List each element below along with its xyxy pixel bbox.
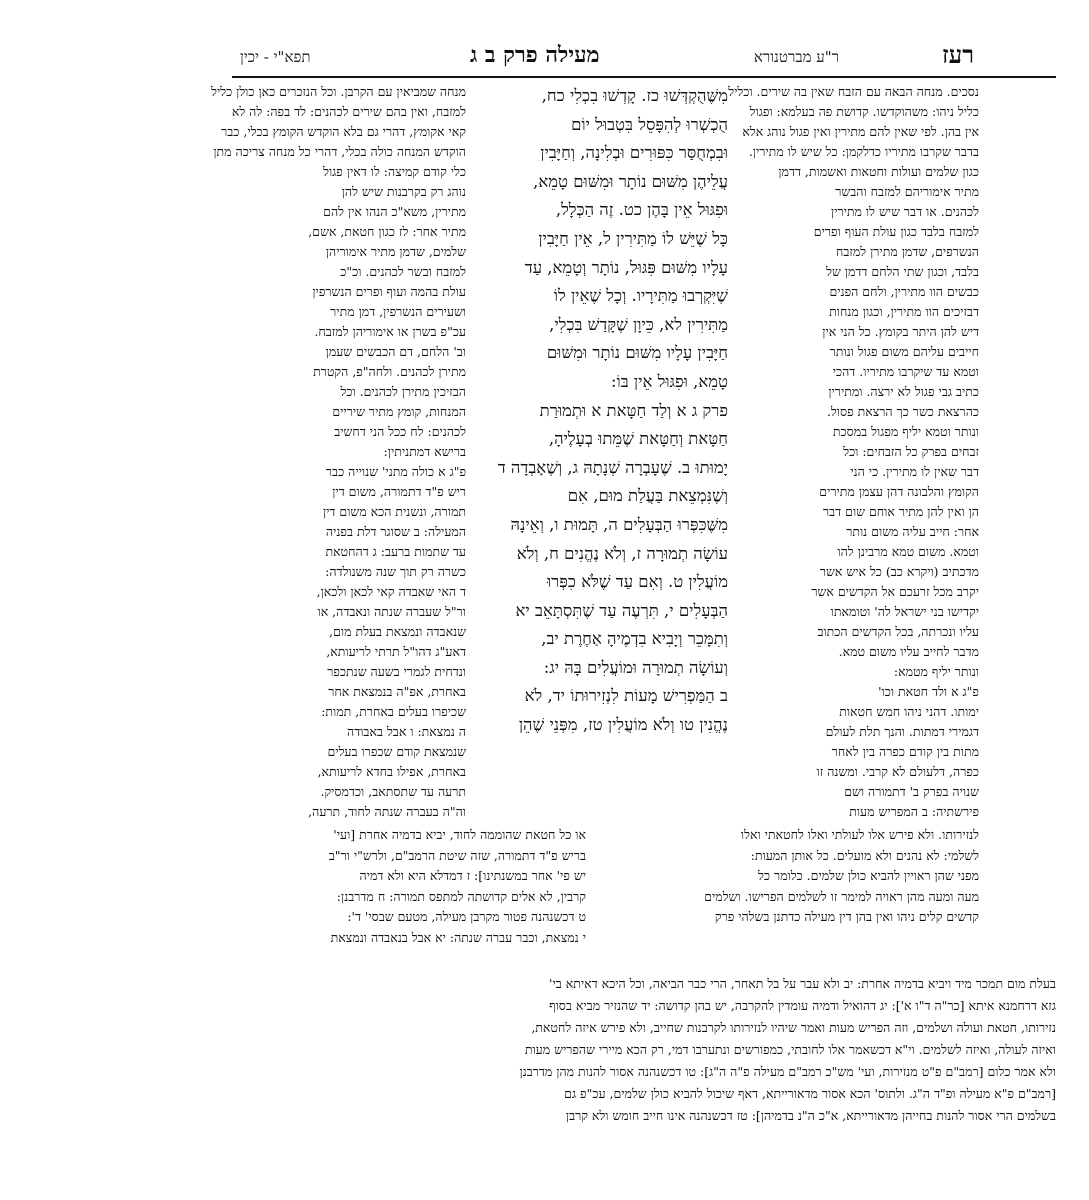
footnote-line: גזא דרחמנא איתא [כר"ה ד"ו א']: יג דהואיל ודמיה עומדין להקרבה, יש בהן קדושה: יד שהנזיר מביא בסוף xyxy=(549,998,1056,1013)
commentary-line: לשלמי: לא נהנים ולא מועלים. כל אותן המעות: xyxy=(750,847,979,863)
footnote-line: נזירותו, חטאת ועולה ושלמים, וזה הפריש מעות ואמר שיהיו לנזירותו לקרבנות שחייב, ולא פירש איזה לחטאת, xyxy=(531,1020,1056,1035)
commentary-line: כלי קודם קמיצה: לו דאין פגול xyxy=(323,164,466,179)
mishnah-line: מוֹעֲלִין ט. וְאִם עַד שֶׁלֹּא כִפְּרוּ xyxy=(546,572,728,592)
mishnah-line: מַתִּירִין לא, כֵּיוָן שֶׁקָּדַשׁ בִּכְלִי, xyxy=(549,314,728,334)
commentary-line: פ"ג א כולה מתני' שנוייה כבר xyxy=(325,464,466,479)
commentary-line: תמורה, ונשנית הכא משום דין xyxy=(322,504,466,519)
commentary-line: ונדחית לגמרי בשעה שנתכפר xyxy=(327,664,466,679)
commentary-line: דגמירי דמתות. והנך תלת לעולם xyxy=(825,724,979,739)
commentary-line: כפרה, דלעולם לא קרבי. ומשנה זו xyxy=(816,764,979,779)
commentary-line: וה"ה בעברה שנתה לחוד, תרעה, xyxy=(308,804,466,819)
mishnah-line: הֻכְשְׁרוּ לְהִפָּסֵל בִּטְבוּל יוֹם xyxy=(571,114,728,134)
footnote-line: [רמב"ם פ"א מעילה ופ"ד ה"ג. ולתוס' הכא אסור מדאורייתא, דאף שיכול להביא כולן שלמים, עכ"פ גם xyxy=(564,1086,1056,1101)
mishnah-line: חַטָּאת וְחַטָּאת שֶׁמֵּתוּ בְעָלֶיהָ, xyxy=(548,429,728,449)
commentary-line: באחרת, אפילו בחדא לריעותא, xyxy=(317,764,466,779)
commentary-line: ד האי שאבדה קאי לכאן ולכאן, xyxy=(316,584,466,599)
commentary-line: ט דכשנהנה פטור מקרבן מעילה, מטעם שבסי' ד': xyxy=(347,909,586,924)
commentary-line: ברישא דמתניתין: xyxy=(383,444,466,459)
commentary-line: כבשים הוו מתירין, ולחם הפנים xyxy=(829,284,979,299)
mishnah-line: מִשֶּׁכִּפְּרוּ הַבְּעָלִים ה, תָּמוּת ו, וְאֵינָהּ xyxy=(510,514,728,534)
commentary-line: פירשתיה: ב המפריש מעות xyxy=(849,804,979,819)
mishnah-line: עֲלֵיהֶן מִשּׁוּם נוֹתָר וּמִשּׁוּם טָמֵא, xyxy=(533,171,728,191)
commentary-line: מפני שהן ראויין להביא כולן שלמים. כלומר כל xyxy=(758,868,979,883)
commentary-line: כשרה רק תוך שנה משנולדה: xyxy=(325,564,466,579)
mishnah-line: וּפִגּוּל אֵין בָּהֶן כט. זֶה הַכְּלָל, xyxy=(555,200,728,220)
commentary-line: עולת בהמה ועוף ופרים הנשרפין xyxy=(312,284,466,299)
commentary-line: או כל חטאת שהוממה לחוד, יביא בדמיה אחרת [ועי' xyxy=(333,827,586,842)
commentary-line: שלמים, שדמן מתיר אימוריהן xyxy=(325,244,466,259)
commentary-line: בלבד, וכגון שתי הלחם דדמן של xyxy=(826,264,979,279)
commentary-line: ור"ל שעברה שנתה ונאבדה, או xyxy=(317,604,466,619)
commentary-line: שכיפרו בעלים באחרת, תמות: xyxy=(321,704,466,719)
commentary-line: דיש להן היתר בקומץ. כל הני אין xyxy=(822,324,979,339)
commentary-line: עד שתמות ברעב: ג דהחטאת xyxy=(325,544,466,559)
commentary-line: כליל ניהו: משהוקדשו. קדושת פה בעלמא: ופגול xyxy=(749,104,979,119)
commentary-line: עכ"פ בשרן או אימוריהן למזבח. xyxy=(314,324,466,339)
commentary-line: מתירין, משא"כ הנהו אין להם xyxy=(323,204,466,219)
commentary-line: נסכים. מנחה הבאה עם הזבח שאין בה שירים. וכליל xyxy=(728,84,979,99)
commentary-line: אין בהן. לפי שאין להם מתירין ואין פגול נוהג אלא xyxy=(742,124,979,139)
mishnah-line: יָמוּתוּ ב. שֶׁעָבְרָה שְׁנָתָהּ ג, וְשֶׁאָבְדָה ד xyxy=(497,457,728,477)
commentary-line: יקרב מכל זרעכם אל הקדשים אשר xyxy=(811,584,979,599)
mishnah-line: וְעוֹשָׂה תְמוּרָה וּמוֹעֲלִים בָּהּ יג: xyxy=(543,657,728,677)
commentary-label-right: ר"ע מברטנורא xyxy=(753,48,839,66)
commentary-line: זבחים בפרק כל הזבחים: וכל xyxy=(843,444,979,459)
mishnah-line: וְתִמָּכֵר וְיָבִיא בִדְמֶיהָ אַחֶרֶת יב, xyxy=(541,629,728,649)
commentary-line: לכהנים: לח ככל הני דחשיב xyxy=(334,424,466,439)
mishnah-line: פרק ג א וְלַד חַטָּאת א וּתְמוּרַת xyxy=(539,400,728,420)
commentary-line: כהרצאת כשר כך הרצאת פסול. xyxy=(826,404,979,419)
commentary-line: שנויה בפרק ב' דתמורה ושם xyxy=(844,784,979,799)
page-number: רעז xyxy=(941,40,974,69)
commentary-line: ימותו. דהני ניהו חמש חטאות xyxy=(839,704,979,719)
commentary-line: בדבר שקרבו מתיריו כדלקמן: כל שיש לו מתירין. xyxy=(748,144,979,159)
commentary-line: הן ואין להן מתיר אוחם שום דבר xyxy=(823,504,979,519)
commentary-line: מתות בין קודם כפרה בין לאחר xyxy=(831,744,979,759)
commentary-line: דאע"ג דהו"ל תרתי לריעותא, xyxy=(326,644,466,659)
mishnah-line: חַיָּבִין עָלָיו מִשּׁוּם נוֹתָר וּמִשּׁוּם xyxy=(546,343,728,363)
commentary-line: הבזיכין מתירן לכהנים. וכל xyxy=(340,384,466,399)
commentary-line: עליו ונכרתה, בכל הקדשים הכתוב xyxy=(817,624,979,639)
commentary-line: ושעירים הנשרפין, דמן מתיר xyxy=(330,304,466,319)
commentary-line: וטמא עד שיקרבו מתיריו. דהכי xyxy=(832,364,979,379)
commentary-line: ונותר וטמא יליף מפגול במסכת xyxy=(832,424,979,439)
commentary-line: יקדישו בני ישראל לה' וטומאתו xyxy=(830,604,979,619)
commentary-line: מדכתיב (ויקרא כב) כל איש אשר xyxy=(819,564,979,579)
mishnah-line: נֶהֱנִין טו וְלֹא מוֹעֲלִין טז, מִפְּנֵי שֶׁהֵן xyxy=(518,715,728,735)
commentary-line: ה נמצאת: ו אבל באבודה xyxy=(347,724,466,739)
commentary-line: יש פי' אחר במשנתינו]: ז דמדלא היא ולא דמיה xyxy=(359,868,586,883)
commentary-line: וטמא. משום טמא מרבינן להו xyxy=(837,544,979,559)
commentary-line: למזבח, ואין בהם שירים לכהנים: לד בפה: לה לא xyxy=(231,104,466,119)
commentary-line: הוקדש המנחה כולה בכלי, דהרי כל מנחה צריכה מתן xyxy=(213,144,466,159)
mishnah-line: שֶׁיִּקְרְבוּ מַתִּירָיו. וְכָל שֶׁאֵין לוֹ xyxy=(553,286,728,306)
commentary-line: דבזיכים הוו מתירין, וכגון מנחות xyxy=(829,304,979,319)
mishnah-line: מִשֶּׁהֻקְדְּשׁוּ כז. קָדְשׁוּ בִכְלִי כח, xyxy=(541,86,728,105)
commentary-line: וב' הלחם, דם הכבשים שעמן xyxy=(325,344,466,359)
commentary-line: מתירן לכהנים. ולחה"פ, הקטרת xyxy=(313,364,466,379)
commentary-line: דבר שאין לו מתירין. כי הני xyxy=(850,464,979,479)
commentary-line: למזבח ובשר לכהנים. וכ"כ xyxy=(340,264,466,279)
footnote-line: בשלמים הרי אסור להנות בחייהן מדאורייתא, א"כ ה"נ בדמיהן]: טז דכשנהנה אינו חייב חומש ולא קרבן xyxy=(565,1108,1056,1123)
commentary-label-left: תפא"י - יכין xyxy=(240,48,311,66)
commentary-line: הקומץ והלבונה דהן עצמן מתירים xyxy=(819,484,979,499)
commentary-line: חייבים עליהם משום פגול ונותר xyxy=(829,344,979,359)
commentary-line: מנחה שמביאין עם הקרבן. וכל הנזכרים כאן כולן כליל xyxy=(211,84,466,99)
commentary-line: ונותר יליף מטמא: xyxy=(893,664,979,679)
commentary-line: אחר: חייב עליה משום נותר xyxy=(846,524,979,539)
commentary-line: למזבח בלבד כגון עולת העוף ופרים xyxy=(813,224,979,239)
header-rule xyxy=(232,76,1056,78)
mishnah-column xyxy=(470,82,728,740)
commentary-line: קרבין, לא אלים קדושתה למתפס תמורה: ח מדרבנן: xyxy=(336,888,586,904)
commentary-line: קאי אקומץ, דהרי גם בלא הוקדש הקומץ בכלי, כבר xyxy=(221,124,466,139)
bartenura-column xyxy=(728,82,979,822)
commentary-line: ריש פ"ד דתמורה, משום דין xyxy=(332,484,466,499)
commentary-line: לנזירותו. ולא פירש אלו לעולתי ואלו לחטאתי ואלו xyxy=(740,827,979,842)
mishnah-line: עָלָיו מִשּׁוּם פִּגּוּל, נוֹתָר וְטָמֵא, עַד xyxy=(524,257,728,277)
mishnah-line: עוֹשָׂה תְמוּרָה ז, וְלֹא נֶהֱנִים ח, וְלֹא xyxy=(516,543,728,563)
footnote-line: בעלת מום תמכר מיד ויביא בדמיה אחרת: יב ולא עבר על בל תאחר, הרי כבר הביאה, וכל היכא דאיתא בי' xyxy=(549,976,1056,991)
commentary-line: באחרת, אפ"ה בנמצאת אחר xyxy=(328,684,466,699)
commentary-line: הנשרפים, שדמן מתירן למזבח xyxy=(835,244,979,259)
commentary-line: שנמצאת קודם שכפרו בעלים xyxy=(327,744,466,759)
tractate-chapter-title: מעילה פרק ב ג xyxy=(470,42,600,68)
commentary-line: לכהנים. או דבר שיש לו מתירין xyxy=(831,204,979,219)
commentary-line: מתיר אחר: לז כגון חטאת, אשם, xyxy=(308,224,466,239)
commentary-line: מעה ומעה מהן ראויה למימר זו לשלמים הפרישו. ושלמים xyxy=(704,888,979,904)
tiferet-yisrael-continuation xyxy=(234,825,586,948)
footnote-line: ואיזה לעולה, ואיזה לשלמים. וי"א דכשאמר אלו לחובתי, כמפורשים ונתערבו דמי, רק הכא מיירי שהפריש מעות xyxy=(524,1042,1056,1057)
commentary-line: המעילה: ב שסוגר דלת בפניה xyxy=(325,524,466,539)
commentary-line: נוהג רק בקרבנות שיש להן xyxy=(341,184,466,199)
commentary-line: י נמצאת, וכבר עברה שנתה: יא אבל בנאבדה ונמצאת xyxy=(330,929,586,945)
commentary-line: פ"ג א ולד חטאת וכו' xyxy=(878,684,979,699)
commentary-line: כגון שלמים ועולות וחטאות ואשמות, דדמן xyxy=(778,164,979,179)
footnote-line: ולא אמר כלום [רמב"ם פ"ט מנזירות, ועי' מש"כ רמב"ם מעילה פ"ה ה"ג]: טו דכשנהנה אסור להנות מהן מדרבנן xyxy=(519,1064,1056,1079)
commentary-line: בריש פ"ד דתמורה, שזה שיטת הרמב"ם, ולרש"י ור"ב xyxy=(328,847,586,863)
commentary-line: קדשים קלים ניהו ואין בהן דין מעילה כדתנן בשלהי פרק xyxy=(714,909,979,924)
mishnah-line: הַבְּעָלִים י, תִּרְעֶה עַד שֶׁתִּסְתָּאֵב יא xyxy=(515,600,728,620)
mishnah-line: טָמֵא, וּפִגּוּל אֵין בּוֹ: xyxy=(610,371,728,391)
footnotes-block xyxy=(232,973,1056,1127)
commentary-line: שנאבדה ונמצאת בעלת מום, xyxy=(329,624,466,639)
commentary-line: מתיר אימוריהם למזבח והבשר xyxy=(835,184,979,199)
mishnah-line: כָּל שֶׁיֵּשׁ לוֹ מַתִּירִין ל, אֵין חַיָּבִין xyxy=(538,228,728,248)
mishnah-line: וְשֶׁנִּמְצֵאת בַּעֲלַת מוּם, אִם xyxy=(567,486,728,506)
commentary-line: המנחות, קומץ מתיר שיריים xyxy=(332,404,466,419)
tiferet-yisrael-column xyxy=(211,82,466,822)
mishnah-line: ב הַמַּפְרִישׁ מָעוֹת לִנְזִירוּתוֹ יד, לֹא xyxy=(524,686,728,706)
commentary-line: תרעה עד שתסתאב, וכדמסיק. xyxy=(320,784,466,799)
mishnah-line: וּבִמְחֻסַּר כִּפּוּרִים וּבְלִינָה, וְחַיָּבִין xyxy=(540,143,728,163)
commentary-line: מדבר לחייב עליו משום טמא. xyxy=(838,644,979,659)
commentary-line: כתיב גבי פגול לא ירצה. ומתירין xyxy=(828,384,979,399)
